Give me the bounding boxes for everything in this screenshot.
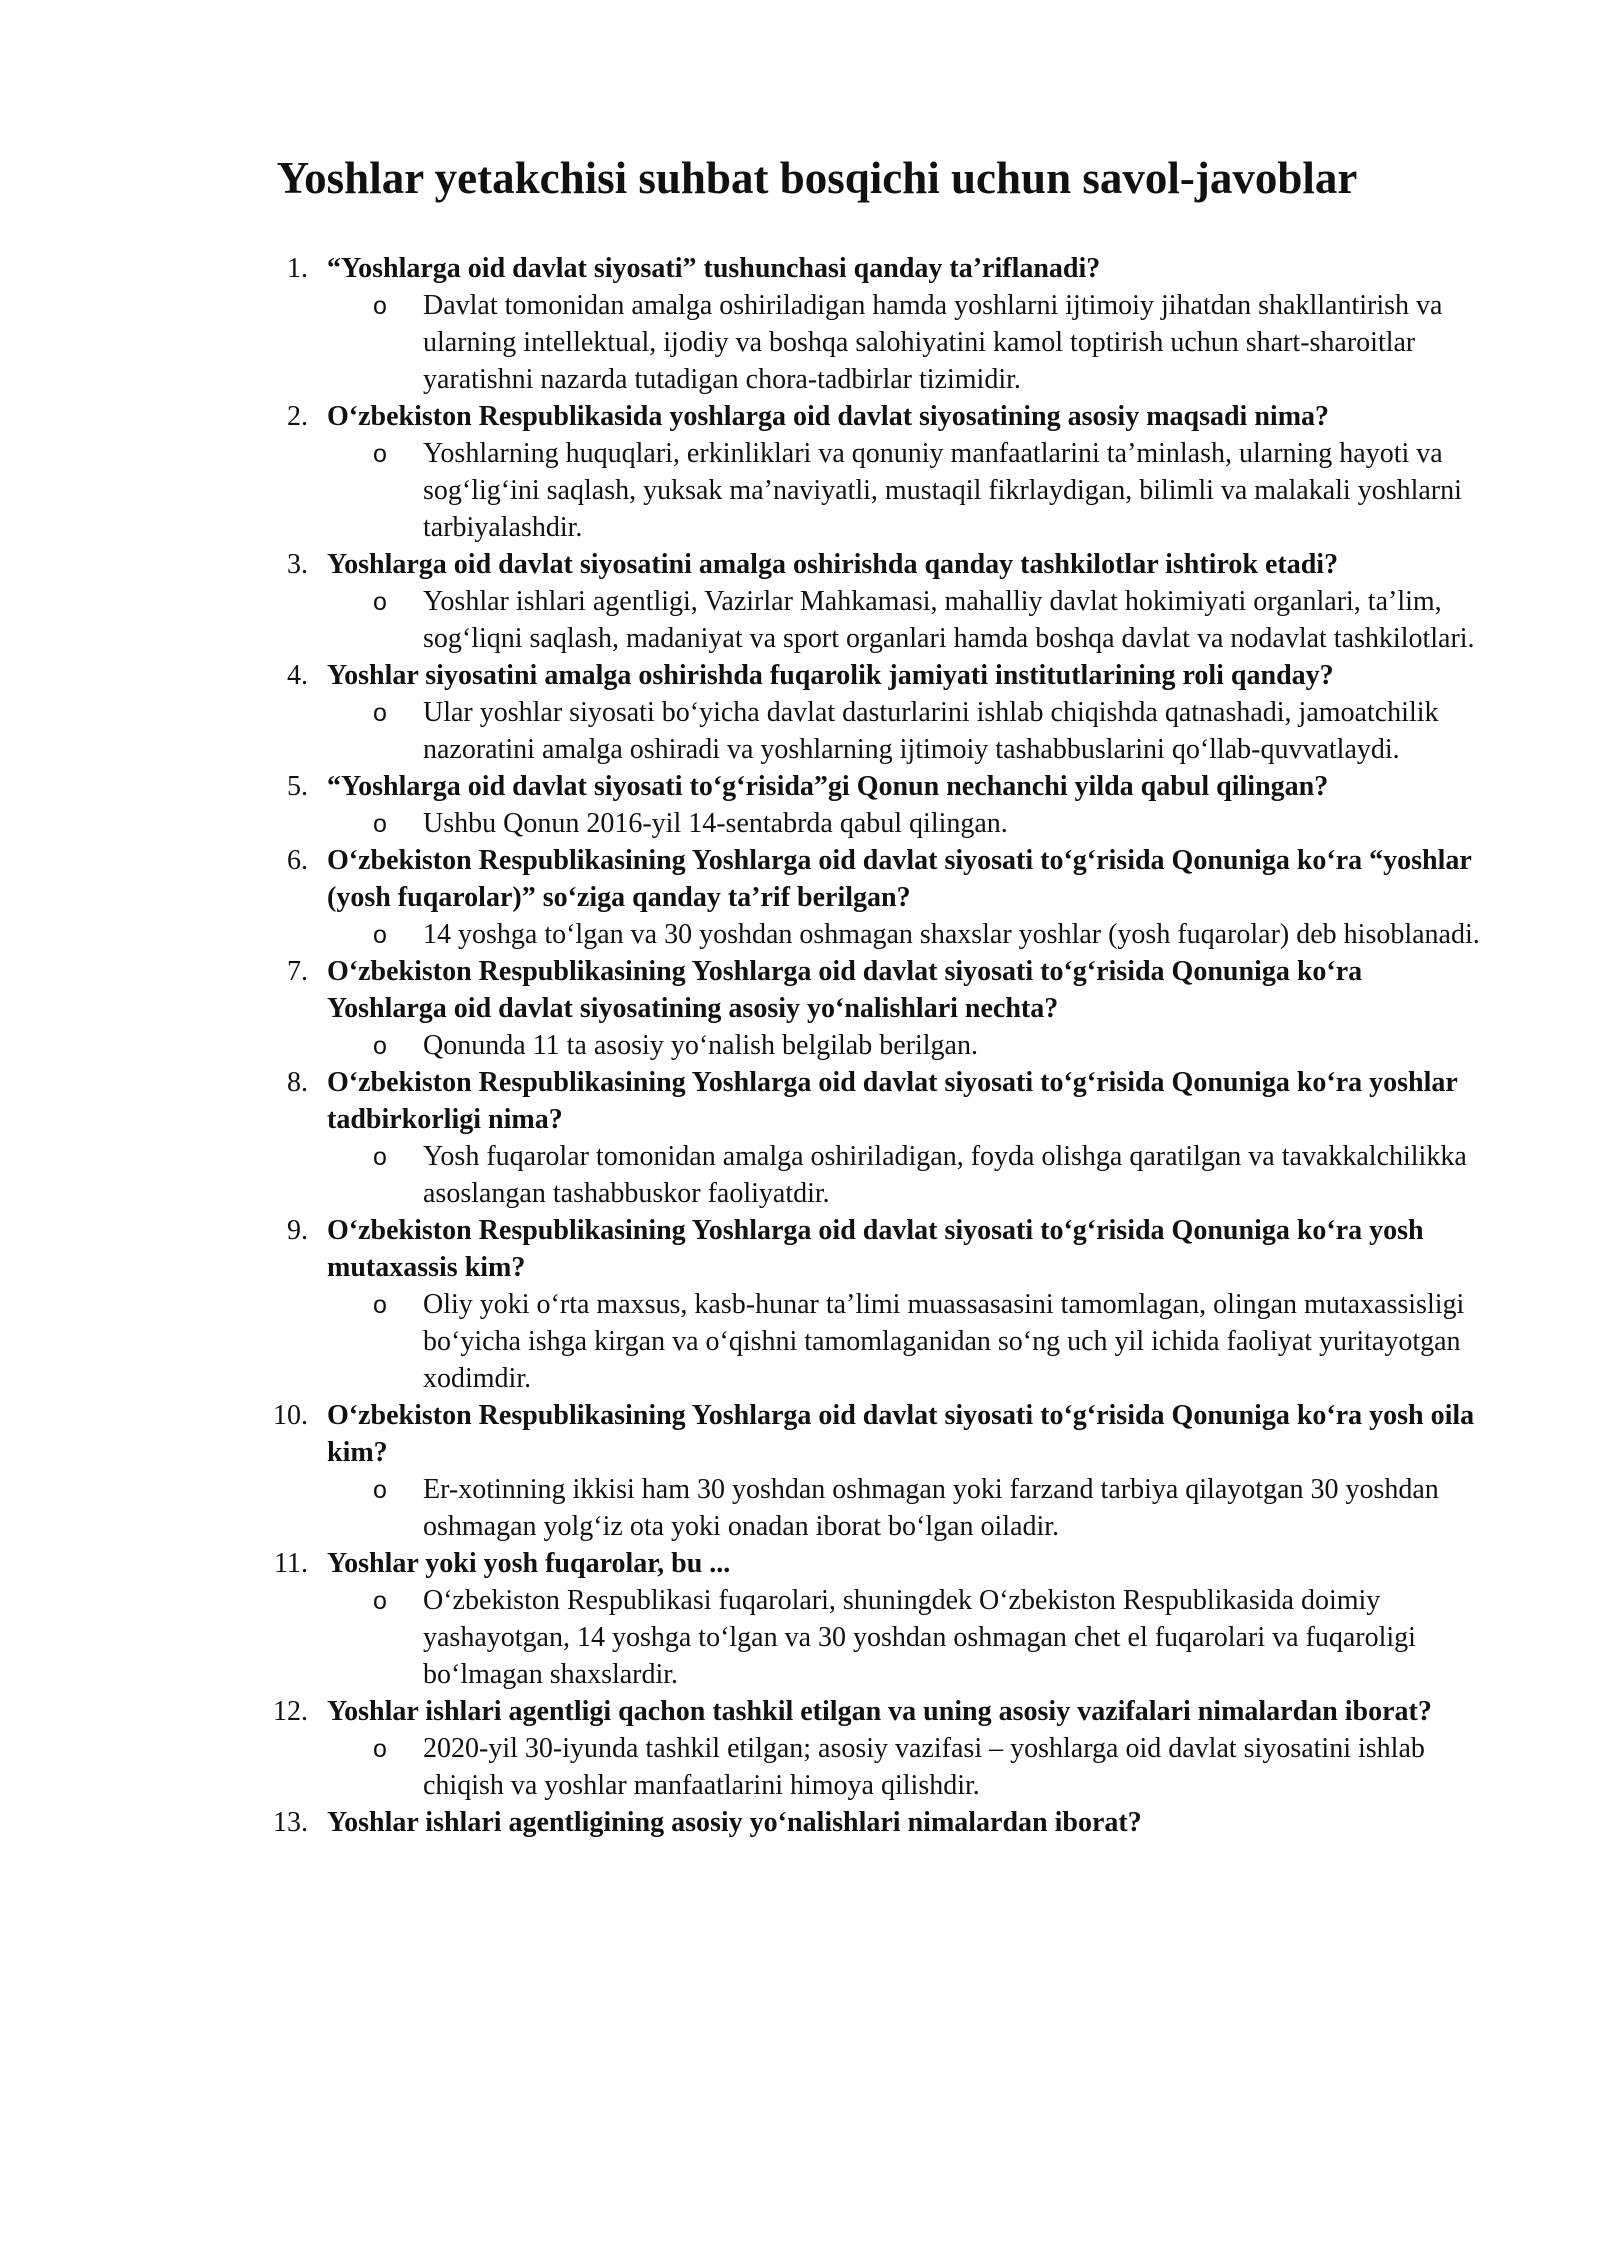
answer-text: 2020-yil 30-iyunda tashkil etilgan; asosiy vazifasi – yoshlarga oid davlat siyosatini ishlab chiqish va yoshlar manfaatlarini himoya qilishdir. [423, 1733, 1425, 1801]
question-text: Yoshlar siyosatini amalga oshirishda fuqarolik jamiyati institutlarining roli qanday? [327, 660, 1334, 691]
bullet-circle-icon: o [373, 1735, 387, 1763]
question-number: 2. [287, 401, 308, 432]
bullet-circle-icon: o [373, 1587, 387, 1615]
question-text: O‘zbekiston Respublikasida yoshlarga oid davlat siyosatining asosiy maqsadi nima? [327, 401, 1330, 432]
answer-text: Er-xotinning ikkisi ham 30 yoshdan oshmagan yoki farzand tarbiya qilayotgan 30 yoshdan oshmagan yolg‘iz ota yoki onadan iborat bo‘lgan oiladir. [423, 1474, 1439, 1542]
question-item [0, 1397, 1600, 1545]
answer-item [0, 583, 1600, 657]
answer-item [0, 1471, 1600, 1545]
answer-item [0, 1730, 1600, 1804]
answer-item [0, 287, 1600, 398]
question-answer-list [0, 250, 1600, 1841]
answer-text: Ushbu Qonun 2016-yil 14-sentabrda qabul qilingan. [423, 808, 1008, 839]
answer-item [0, 435, 1600, 546]
question-item [0, 398, 1600, 546]
answer-item [0, 1138, 1600, 1212]
bullet-circle-icon: o [373, 1143, 387, 1171]
question-text: Yoshlar ishlari agentligining asosiy yo‘nalishlari nimalardan iborat? [327, 1807, 1142, 1838]
question-number: 8. [287, 1067, 308, 1098]
answer-text: Yosh fuqarolar tomonidan amalga oshiriladigan, foyda olishga qaratilgan va tavakkalchilikka asoslangan tashabbuskor faoliyatdir. [423, 1141, 1467, 1209]
question-item [0, 657, 1600, 768]
bullet-circle-icon: o [373, 1476, 387, 1504]
question-item [0, 1545, 1600, 1693]
answer-text: Ular yoshlar siyosati bo‘yicha davlat dasturlarini ishlab chiqishda qatnashadi, jamoatchilik nazoratini amalga oshiradi va yoshlarning ijtimoiy tashabbuslarini qo‘llab-quvvatlaydi. [423, 697, 1439, 765]
question-text: Yoshlarga oid davlat siyosatini amalga oshirishda qanday tashkilotlar ishtirok etadi? [327, 549, 1339, 580]
question-text: “Yoshlarga oid davlat siyosati” tushunchasi qanday ta’riflanadi? [327, 253, 1101, 284]
question-number: 10. [273, 1400, 308, 1431]
answer-text: O‘zbekiston Respublikasi fuqarolari, shuningdek O‘zbekiston Respublikasida doimiy yashayotgan, 14 yoshga to‘lgan va 30 yoshdan oshmagan chet el fuqarolari va fuqaroligi bo‘lmagan shaxslardir. [423, 1585, 1416, 1690]
question-text: O‘zbekiston Respublikasining Yoshlarga oid davlat siyosati to‘g‘risida Qonuniga ko‘ra Yoshlarga oid davlat siyosatining asosiy yo‘nalishlari nechta? [327, 956, 1363, 1024]
question-item [0, 768, 1600, 842]
answer-text: 14 yoshga to‘lgan va 30 yoshdan oshmagan shaxslar yoshlar (yosh fuqarolar) deb hisoblanadi. [423, 919, 1480, 950]
question-number: 12. [273, 1696, 308, 1727]
answer-item [0, 1582, 1600, 1693]
bullet-circle-icon: o [373, 699, 387, 727]
question-number: 7. [287, 956, 308, 987]
question-item [0, 546, 1600, 657]
question-text: “Yoshlarga oid davlat siyosati to‘g‘risida”gi Qonun nechanchi yilda qabul qilingan? [327, 771, 1329, 802]
question-text: O‘zbekiston Respublikasining Yoshlarga oid davlat siyosati to‘g‘risida Qonuniga ko‘ra yoshlar tadbirkorligi nima? [327, 1067, 1458, 1135]
question-item [0, 1212, 1600, 1397]
question-item [0, 1804, 1600, 1841]
bullet-circle-icon: o [373, 292, 387, 320]
bullet-circle-icon: o [373, 1291, 387, 1319]
question-number: 9. [287, 1215, 308, 1246]
answer-item [0, 694, 1600, 768]
question-item [0, 1693, 1600, 1804]
question-number: 5. [287, 771, 308, 802]
question-text: Yoshlar yoki yosh fuqarolar, bu ... [327, 1548, 731, 1579]
question-item [0, 842, 1600, 953]
question-number: 1. [287, 253, 308, 284]
answer-item [0, 1286, 1600, 1397]
answer-text: Yoshlarning huquqlari, erkinliklari va qonuniy manfaatlarini ta’minlash, ularning hayoti va sog‘lig‘ini saqlash, yuksak ma’naviyatli, mustaqil fikrlaydigan, bilimli va malakali yoshlarni tarbiyalashdir. [423, 438, 1462, 543]
answer-item [0, 916, 1600, 953]
question-text: O‘zbekiston Respublikasining Yoshlarga oid davlat siyosati to‘g‘risida Qonuniga ko‘ra yosh oila kim? [327, 1400, 1475, 1468]
bullet-circle-icon: o [373, 440, 387, 468]
question-item [0, 250, 1600, 398]
answer-item [0, 1027, 1600, 1064]
answer-text: Oliy yoki o‘rta maxsus, kasb-hunar ta’limi muassasasini tamomlagan, olingan mutaxassisligi bo‘yicha ishga kirgan va o‘qishni tamomlaganidan so‘ng uch yil ichida faoliyat yuritayotgan xodimdir. [423, 1289, 1465, 1394]
question-item [0, 1064, 1600, 1212]
bullet-circle-icon: o [373, 1032, 387, 1060]
question-text: O‘zbekiston Respublikasining Yoshlarga oid davlat siyosati to‘g‘risida Qonuniga ko‘ra yosh mutaxassis kim? [327, 1215, 1424, 1283]
answer-text: Qonunda 11 ta asosiy yo‘nalish belgilab berilgan. [423, 1030, 978, 1061]
question-number: 11. [274, 1548, 308, 1579]
answer-text: Yoshlar ishlari agentligi, Vazirlar Mahkamasi, mahalliy davlat hokimiyati organlari, ta’lim, sog‘liqni saqlash, madaniyat va sport organlari hamda boshqa davlat va nodavlat tashkilotlari. [423, 586, 1475, 654]
answer-text: Davlat tomonidan amalga oshiriladigan hamda yoshlarni ijtimoiy jihatdan shakllantirish va ularning intellektual, ijodiy va boshqa salohiyatini kamol toptirish uchun shart-sharoitlar yaratishni nazarda tutadigan chora-tadbirlar tizimidir. [423, 290, 1443, 395]
question-number: 6. [287, 845, 308, 876]
document-title: Yoshlar yetakchisi suhbat bosqichi uchun savol-javoblar [276, 153, 1358, 203]
answer-item [0, 805, 1600, 842]
question-number: 3. [287, 549, 308, 580]
question-item [0, 953, 1600, 1064]
question-text: Yoshlar ishlari agentligi qachon tashkil etilgan va uning asosiy vazifalari nimalardan iborat? [327, 1696, 1432, 1727]
question-number: 13. [273, 1807, 308, 1838]
bullet-circle-icon: o [373, 588, 387, 616]
bullet-circle-icon: o [373, 921, 387, 949]
question-text: O‘zbekiston Respublikasining Yoshlarga oid davlat siyosati to‘g‘risida Qonuniga ko‘ra “yoshlar (yosh fuqarolar)” so‘ziga qanday ta’rif berilgan? [327, 845, 1472, 913]
question-number: 4. [287, 660, 308, 691]
bullet-circle-icon: o [373, 810, 387, 838]
